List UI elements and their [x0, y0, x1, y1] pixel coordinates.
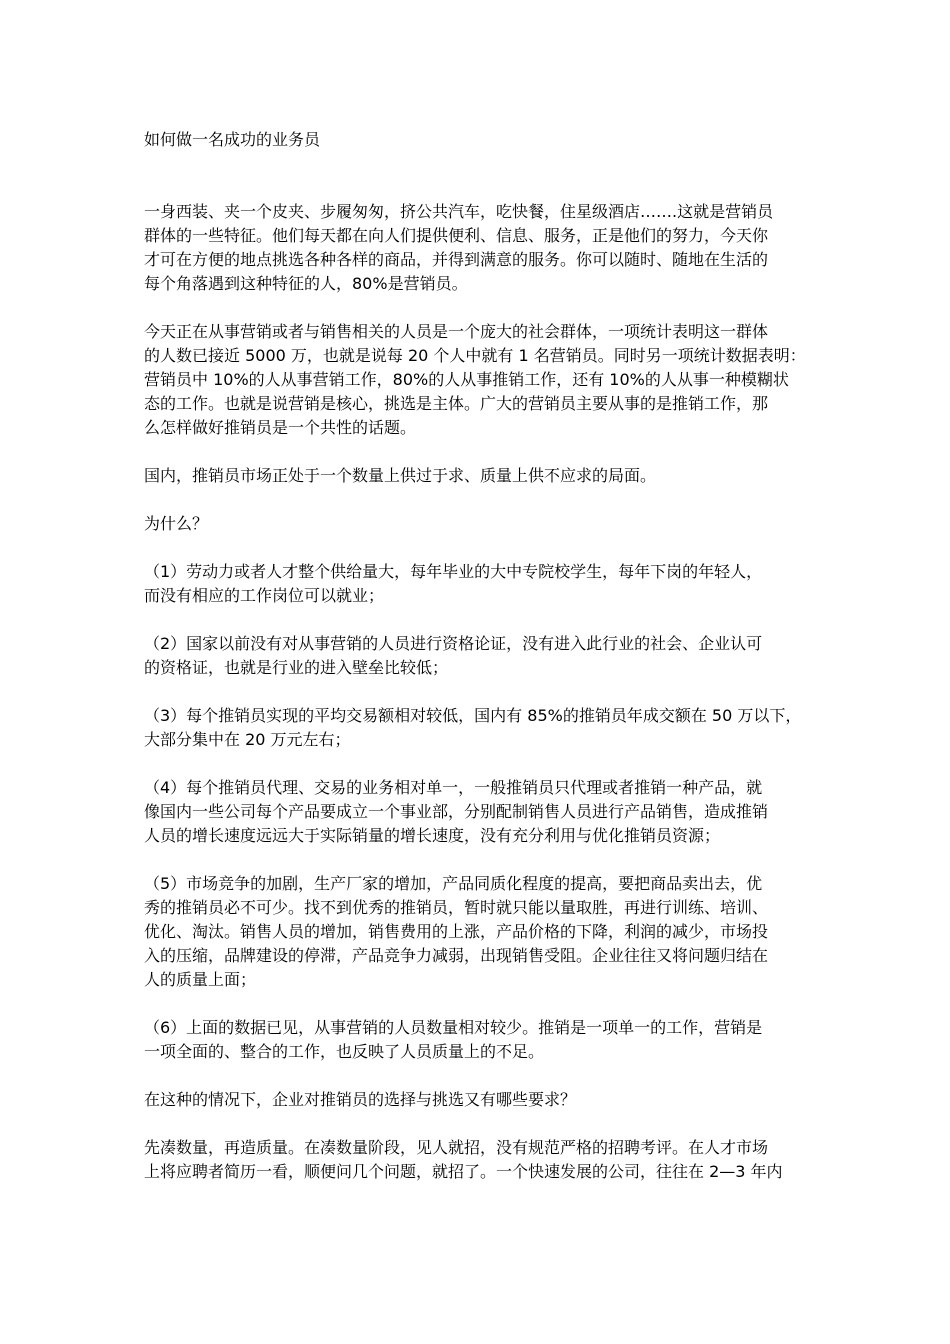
text-line: 人员的增长速度远远大于实际销量的增长速度，没有充分利用与优化推销员资源； — [144, 826, 721, 845]
paragraph — [144, 704, 824, 752]
text-line: （1）劳动力或者人才整个供给量大，每年毕业的大中专院校学生，每年下岗的年轻人， — [144, 562, 763, 581]
text-line: 像国内一些公司每个产品要成立一个事业部，分别配制销售人员进行产品销售，造成推销 — [144, 802, 769, 821]
text-line: 一身西装、夹一个皮夹、步履匆匆，挤公共汽车，吃快餐，住星级酒店…….这就是营销员 — [144, 202, 774, 221]
paragraph — [144, 776, 824, 848]
text-line: 态的工作。也就是说营销是核心，挑选是主体。广大的营销员主要从事的是推销工作，那 — [144, 394, 769, 413]
paragraph — [144, 320, 824, 440]
text-line: （2）国家以前没有对从事营销的人员进行资格论证，没有进入此行业的社会、企业认可 — [144, 634, 763, 653]
document-body — [144, 200, 824, 1208]
paragraph — [144, 464, 824, 488]
text-line: 群体的一些特征。他们每天都在向人们提供便利、信息、服务，正是他们的努力，今天你 — [144, 226, 769, 245]
text-line: 秀的推销员必不可少。找不到优秀的推销员，暂时就只能以量取胜，再进行训练、培训、 — [144, 898, 769, 917]
paragraph — [144, 512, 824, 536]
paragraph — [144, 1016, 824, 1064]
text-line: 优化、淘汰。销售人员的增加，销售费用的上涨，产品价格的下降，利润的减少，市场投 — [144, 922, 769, 941]
text-line: 么怎样做好推销员是一个共性的话题。 — [144, 418, 417, 437]
paragraph — [144, 632, 824, 680]
text-line: 国内，推销员市场正处于一个数量上供过于求、质量上供不应求的局面。 — [144, 466, 657, 485]
text-line: （5）市场竞争的加剧，生产厂家的增加，产品同质化程度的提高，要把商品卖出去，优 — [144, 874, 763, 893]
text-line: 的资格证，也就是行业的进入壁垒比较低； — [144, 658, 449, 677]
text-line: 每个角落遇到这种特征的人，80%是营销员。 — [144, 274, 468, 293]
text-line: 为什么？ — [144, 514, 209, 533]
paragraph — [144, 1088, 824, 1112]
text-line: 先凑数量，再造质量。在凑数量阶段，见人就招，没有规范严格的招聘考评。在人才市场 — [144, 1138, 769, 1157]
text-line: 而没有相应的工作岗位可以就业； — [144, 586, 385, 605]
text-line: （4）每个推销员代理、交易的业务相对单一，一般推销员只代理或者推销一种产品，就 — [144, 778, 763, 797]
text-line: （3）每个推销员实现的平均交易额相对较低，国内有 85%的推销员年成交额在 50 万以下， — [144, 706, 802, 725]
paragraph — [144, 1136, 824, 1184]
text-line: 今天正在从事营销或者与销售相关的人员是一个庞大的社会群体，一项统计表明这一群体 — [144, 322, 769, 341]
text-line: 在这种的情况下，企业对推销员的选择与挑选又有哪些要求？ — [144, 1090, 577, 1109]
text-line: 的人数已接近 5000 万，也就是说每 20 个人中就有 1 名营销员。同时另一项统计数据表明： — [144, 346, 806, 365]
text-line: 才可在方便的地点挑选各种各样的商品，并得到满意的服务。你可以随时、随地在生活的 — [144, 250, 769, 269]
text-line: （6）上面的数据已见，从事营销的人员数量相对较少。推销是一项单一的工作，营销是 — [144, 1018, 763, 1037]
text-line: 营销员中 10%的人从事营销工作，80%的人从事推销工作，还有 10%的人从事一种模糊状 — [144, 370, 789, 389]
paragraph — [144, 560, 824, 608]
text-line: 入的压缩，品牌建设的停滞，产品竞争力减弱，出现销售受阻。企业往往又将问题归结在 — [144, 946, 769, 965]
text-line: 上将应聘者简历一看，顺便问几个问题，就招了。一个快速发展的公司，往往在 2—3 年内 — [144, 1162, 783, 1181]
text-line: 人的质量上面； — [144, 970, 257, 989]
paragraph — [144, 200, 824, 296]
paragraph — [144, 872, 824, 992]
text-line: 大部分集中在 20 万元左右； — [144, 730, 351, 749]
document-title: 如何做一名成功的业务员 — [144, 130, 321, 149]
text-line: 一项全面的、整合的工作，也反映了人员质量上的不足。 — [144, 1042, 545, 1061]
